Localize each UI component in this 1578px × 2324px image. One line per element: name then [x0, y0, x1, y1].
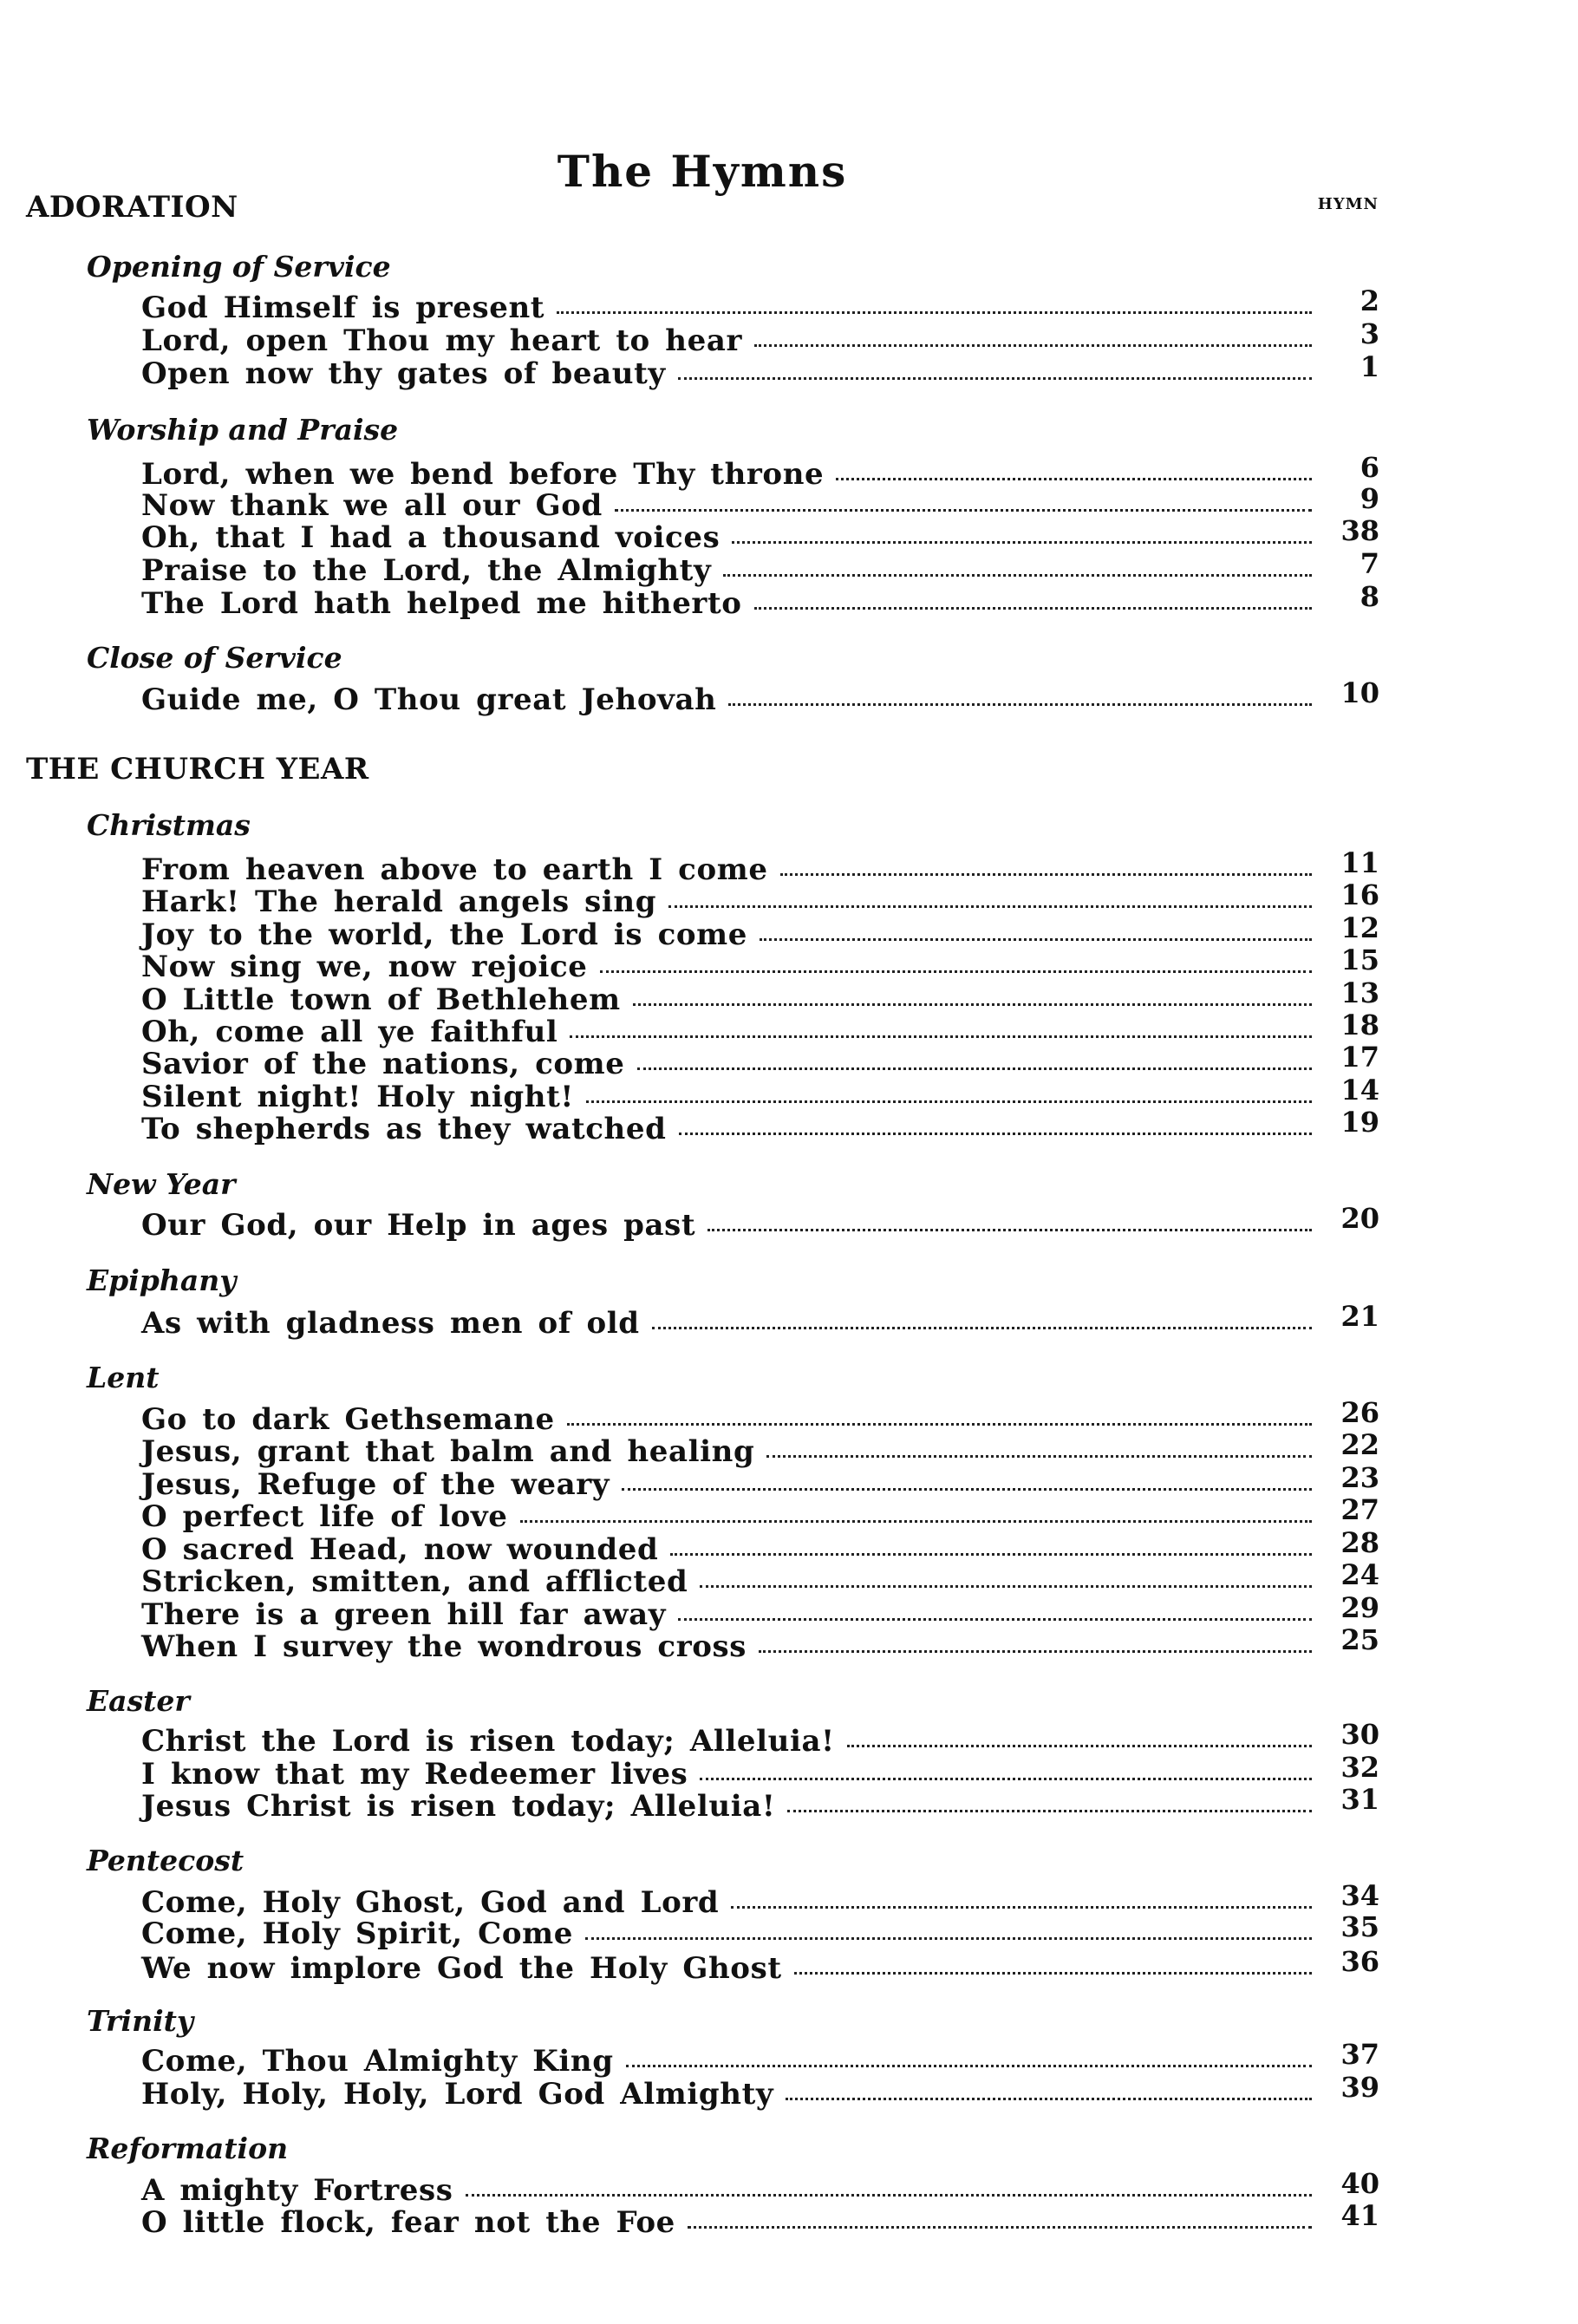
hymn-entry — [141, 943, 1381, 984]
hymn-title: Hark! The herald angels sing — [141, 885, 657, 919]
hymn-entry — [141, 1041, 1381, 1081]
hymn-entry — [141, 547, 1381, 588]
hymn-number: 3 — [1360, 317, 1379, 350]
hymn-title: As with gladness men of old — [141, 1306, 640, 1341]
dot-leader — [670, 1553, 1312, 1556]
dot-leader — [731, 1906, 1312, 1909]
hymn-title: From heaven above to earth I come — [141, 852, 768, 887]
subsection-title: Opening of Service — [87, 250, 391, 284]
dot-leader — [679, 1133, 1313, 1135]
hymn-entry — [141, 317, 1381, 358]
dot-leader — [637, 1067, 1313, 1070]
subsection-title: New Year — [87, 1167, 236, 1201]
dot-leader — [754, 607, 1312, 610]
dot-leader — [760, 938, 1312, 941]
subsection-title: Pentecost — [87, 1844, 245, 1877]
dot-leader — [728, 703, 1312, 706]
hymn-number: 40 — [1340, 2167, 1379, 2200]
hymn-title: Oh, come all ye faithful — [141, 1015, 558, 1049]
hymn-entry — [141, 1910, 1381, 1951]
hymn-title: Come, Holy Ghost, God and Lord — [141, 1885, 720, 1920]
hymn-number: 8 — [1360, 580, 1379, 613]
hymn-number: 15 — [1340, 943, 1379, 976]
hymn-entry — [141, 1591, 1381, 1632]
hymn-number: 21 — [1340, 1300, 1379, 1333]
hymn-entry — [141, 1751, 1381, 1792]
hymn-number: 35 — [1340, 1910, 1379, 1943]
dot-leader — [700, 1778, 1312, 1780]
hymn-title: Oh, that I had a thousand voices — [141, 520, 721, 555]
hymn-number: 39 — [1340, 2071, 1379, 2104]
hymn-number: 27 — [1340, 1493, 1379, 1526]
dot-leader — [688, 2226, 1312, 2229]
hymn-entry — [141, 676, 1381, 717]
hymn-number: 12 — [1340, 911, 1379, 944]
hymn-entry — [141, 1493, 1381, 1534]
section-title: ADORATION — [26, 190, 238, 225]
hymn-number: 34 — [1340, 1879, 1379, 1912]
hymn-entry — [141, 482, 1381, 523]
hymn-entry — [141, 350, 1381, 391]
hymn-title: Jesus, Refuge of the weary — [141, 1467, 610, 1502]
hymn-entry — [141, 2071, 1381, 2112]
hymn-entry — [141, 1106, 1381, 1146]
hymn-entry — [141, 1202, 1381, 1243]
hymn-title: Holy, Holy, Holy, Lord God Almighty — [141, 2077, 774, 2112]
dot-leader — [466, 2194, 1312, 2197]
dot-leader — [622, 1488, 1312, 1491]
dot-leader — [847, 1745, 1312, 1747]
hymn-title: Silent night! Holy night! — [141, 1080, 574, 1114]
hymn-entry — [141, 580, 1381, 621]
dot-leader — [786, 2098, 1312, 2100]
dot-leader — [787, 1810, 1312, 1812]
hymn-number: 13 — [1340, 976, 1379, 1009]
hymn-entry — [141, 514, 1381, 555]
hymn-entry — [141, 911, 1381, 952]
hymn-title: Savior of the nations, come — [141, 1047, 625, 1081]
hymn-title: Christ the Lord is risen today; Alleluia! — [141, 1724, 835, 1759]
subsection-title: Easter — [87, 1684, 190, 1718]
subsection-title: Lent — [87, 1361, 160, 1394]
hymn-title: Stricken, smitten, and afflicted — [141, 1564, 688, 1599]
hymn-number: 25 — [1340, 1623, 1379, 1656]
hymn-entry — [141, 1718, 1381, 1759]
hymn-number: 37 — [1340, 2038, 1379, 2071]
hymn-number: 9 — [1360, 482, 1379, 515]
hymn-title: Jesus, grant that balm and healing — [141, 1434, 755, 1469]
hymn-number: 17 — [1340, 1041, 1379, 1074]
hymn-entry — [141, 878, 1381, 919]
hymn-entry — [141, 1300, 1381, 1341]
dot-leader — [626, 2065, 1312, 2067]
hymn-number: 30 — [1340, 1718, 1379, 1751]
hymn-number-column-header: HYMN — [1317, 195, 1379, 213]
hymn-number: 41 — [1340, 2199, 1379, 2232]
hymn-title: Lord, when we bend before Thy throne — [141, 457, 825, 492]
hymn-number: 16 — [1340, 878, 1379, 911]
dot-leader — [567, 1423, 1312, 1426]
dot-leader — [615, 509, 1312, 512]
hymn-number: 18 — [1340, 1009, 1379, 1041]
dot-leader — [520, 1520, 1312, 1523]
hymn-number: 28 — [1340, 1526, 1379, 1559]
dot-leader — [585, 1937, 1312, 1940]
hymn-entry — [141, 1074, 1381, 1114]
subsection-title: Christmas — [87, 808, 251, 842]
hymn-title: Praise to the Lord, the Almighty — [141, 553, 712, 588]
hymn-entry — [141, 1783, 1381, 1824]
hymn-entry — [141, 1396, 1381, 1437]
hymn-number: 31 — [1340, 1783, 1379, 1816]
hymn-title: Our God, our Help in ages past — [141, 1208, 696, 1243]
dot-leader — [668, 905, 1312, 908]
hymn-entry — [141, 1009, 1381, 1049]
hymn-title: We now implore God the Holy Ghost — [141, 1951, 782, 1986]
subsection-title: Epiphany — [87, 1263, 237, 1297]
hymn-number: 20 — [1340, 1202, 1379, 1235]
hymn-title: The Lord hath helped me hitherto — [141, 586, 742, 621]
section-title: THE CHURCH YEAR — [26, 752, 369, 787]
dot-leader — [780, 873, 1312, 876]
hymn-entry — [141, 2199, 1381, 2240]
hymn-title: A mighty Fortress — [141, 2173, 453, 2208]
subsection-title: Worship and Praise — [87, 413, 399, 447]
dot-leader — [570, 1035, 1312, 1038]
hymn-title: O little flock, fear not the Foe — [141, 2205, 675, 2240]
subsection-title: Reformation — [87, 2131, 289, 2165]
dot-leader — [678, 377, 1312, 380]
hymn-number: 29 — [1340, 1591, 1379, 1624]
hymn-entry — [141, 1558, 1381, 1599]
hymn-number: 22 — [1340, 1428, 1379, 1461]
hymn-title: I know that my Redeemer lives — [141, 1757, 688, 1792]
hymn-entry — [141, 976, 1381, 1017]
hymn-entry — [141, 284, 1381, 325]
hymn-number: 10 — [1340, 676, 1379, 709]
dot-leader — [732, 541, 1312, 544]
dot-leader — [766, 1455, 1312, 1458]
dot-leader — [557, 311, 1312, 314]
hymn-entry — [141, 846, 1381, 887]
hymn-number: 24 — [1340, 1558, 1379, 1591]
hymn-title: Now thank we all our God — [141, 488, 603, 523]
hymn-entry — [141, 1526, 1381, 1567]
hymn-number: 38 — [1340, 514, 1379, 547]
hymn-entry — [141, 1945, 1381, 1986]
hymn-title: Now sing we, now rejoice — [141, 950, 588, 984]
hymn-title: Come, Holy Spirit, Come — [141, 1916, 573, 1951]
hymn-number: 6 — [1360, 451, 1379, 484]
hymn-title: O perfect life of love — [141, 1499, 508, 1534]
hymn-number: 14 — [1340, 1074, 1379, 1107]
dot-leader — [794, 1972, 1312, 1975]
hymn-entry — [141, 1461, 1381, 1502]
dot-leader — [652, 1327, 1312, 1329]
hymn-title: Come, Thou Almighty King — [141, 2044, 614, 2079]
hymn-number: 1 — [1360, 350, 1379, 383]
hymn-number: 19 — [1340, 1106, 1379, 1139]
hymn-number: 26 — [1340, 1396, 1379, 1429]
hymn-title: When I survey the wondrous cross — [141, 1629, 747, 1664]
hymn-title: O sacred Head, now wounded — [141, 1532, 659, 1567]
hymn-entry — [141, 1879, 1381, 1920]
hymn-title: Guide me, O Thou great Jehovah — [141, 682, 717, 717]
subsection-title: Close of Service — [87, 641, 342, 675]
hymn-title: Joy to the world, the Lord is come — [141, 917, 747, 952]
dot-leader — [836, 478, 1312, 480]
dot-leader — [678, 1618, 1312, 1621]
page-title: The Hymns — [557, 146, 848, 197]
dot-leader — [707, 1229, 1312, 1231]
hymn-number: 2 — [1360, 284, 1379, 317]
hymn-title: God Himself is present — [141, 290, 545, 325]
hymn-title: Go to dark Gethsemane — [141, 1402, 555, 1437]
hymn-entry — [141, 1428, 1381, 1469]
hymn-number: 36 — [1340, 1945, 1379, 1978]
dot-leader — [700, 1585, 1312, 1588]
dot-leader — [759, 1650, 1312, 1653]
hymn-title: O Little town of Bethlehem — [141, 982, 621, 1017]
dot-leader — [600, 970, 1312, 973]
dot-leader — [723, 574, 1312, 577]
hymn-title: Open now thy gates of beauty — [141, 356, 666, 391]
hymn-title: To shepherds as they watched — [141, 1112, 667, 1146]
dot-leader — [586, 1100, 1312, 1103]
hymn-title: Lord, open Thou my heart to hear — [141, 323, 742, 358]
hymn-entry — [141, 1623, 1381, 1664]
dot-leader — [633, 1003, 1312, 1006]
hymn-number: 32 — [1340, 1751, 1379, 1784]
hymn-entry — [141, 451, 1381, 492]
hymn-number: 7 — [1360, 547, 1379, 580]
hymn-number: 11 — [1340, 846, 1379, 879]
subsection-title: Trinity — [87, 2004, 194, 2038]
hymn-title: Jesus Christ is risen today; Alleluia! — [141, 1789, 776, 1824]
hymn-entry — [141, 2167, 1381, 2208]
hymn-title: There is a green hill far away — [141, 1597, 667, 1632]
hymn-number: 23 — [1340, 1461, 1379, 1494]
hymn-entry — [141, 2038, 1381, 2079]
dot-leader — [754, 344, 1312, 347]
